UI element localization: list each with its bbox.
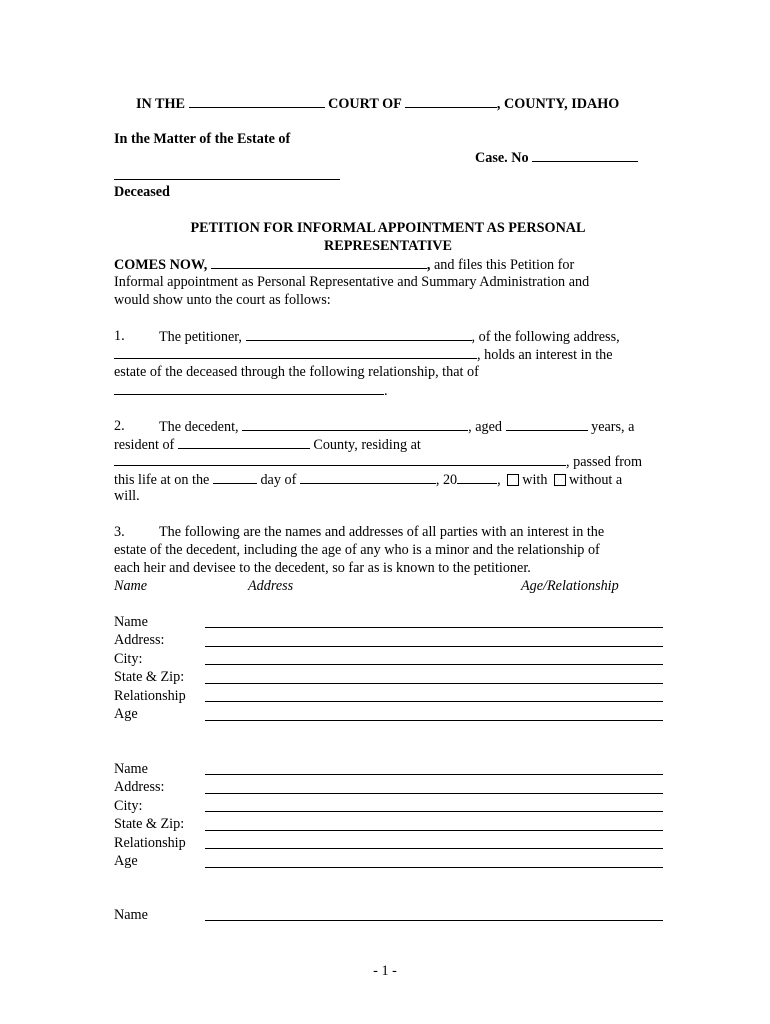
party2-label-name: Name (114, 761, 148, 777)
intro-line1 (114, 255, 574, 274)
header-county-idaho: , COUNTY, IDAHO (496, 96, 620, 112)
p2-without-a: without a (569, 472, 623, 488)
party1-label-address: Address: (114, 632, 165, 648)
p1-line2 (114, 345, 613, 364)
party1-label-age: Age (114, 706, 138, 722)
party1-age-field[interactable] (205, 720, 663, 721)
party2-age-field[interactable] (205, 867, 663, 868)
p2-comma: , (497, 472, 501, 488)
col-header-address: Address (248, 578, 294, 594)
court-header (136, 94, 619, 113)
p1-petitioner-blank[interactable] (246, 327, 472, 341)
p2-line3 (114, 452, 642, 471)
party2-label-city: City: (114, 798, 143, 814)
p1-text-address: , of the following address, (471, 329, 620, 345)
page-number: - 1 - (373, 963, 397, 979)
with-will-checkbox[interactable] (507, 474, 519, 486)
header-court-of: COURT OF (328, 96, 402, 112)
court-name-blank[interactable] (189, 94, 325, 108)
case-number-line (475, 148, 638, 167)
party1-name-field[interactable] (205, 627, 663, 628)
party1-address-field[interactable] (205, 646, 663, 647)
p2-passed-from: , passed from (566, 454, 643, 470)
p2-age-blank[interactable] (506, 417, 588, 431)
party1-label-city: City: (114, 651, 143, 667)
p2-this-life: this life at on the (114, 472, 210, 488)
p3-number: 3. (114, 524, 125, 540)
p1-line4 (114, 381, 388, 400)
party1-state-zip-field[interactable] (205, 683, 663, 684)
case-no-label: Case. No (475, 150, 529, 166)
intro-line3: would show unto the court as follows: (114, 292, 331, 308)
p3-line3: each heir and devisee to the decedent, so far as is known to the petitioner. (114, 560, 531, 576)
case-number-blank[interactable] (532, 148, 638, 162)
p2-text-decedent: The decedent, (159, 419, 239, 435)
party1-label-relationship: Relationship (114, 688, 186, 704)
party3-label-name: Name (114, 907, 148, 923)
party2-state-zip-field[interactable] (205, 830, 663, 831)
petition-title-line2: REPRESENTATIVE (324, 238, 452, 254)
party2-label-age: Age (114, 853, 138, 869)
p1-address-blank[interactable] (114, 345, 477, 359)
party2-relationship-field[interactable] (205, 848, 663, 849)
p1-period: . (384, 383, 388, 399)
matter-of-estate: In the Matter of the Estate of (114, 131, 291, 147)
p2-resident-of: resident of (114, 437, 175, 453)
party2-name-field[interactable] (205, 774, 663, 775)
p1-text-petitioner: The petitioner, (159, 329, 242, 345)
p1-number: 1. (114, 328, 125, 344)
petition-title-line1: PETITION FOR INFORMAL APPOINTMENT AS PERSONAL (190, 220, 586, 236)
p2-with: with (522, 472, 548, 488)
petitioner-name-blank[interactable] (211, 255, 427, 269)
p2-comma-20: , 20 (435, 472, 458, 488)
p2-county-blank[interactable] (178, 435, 310, 449)
p2-number: 2. (114, 418, 125, 434)
p1-relationship-blank[interactable] (114, 381, 384, 395)
header-in-the: IN THE (136, 96, 186, 112)
party2-label-state-zip: State & Zip: (114, 816, 185, 832)
p2-county-residing: County, residing at (313, 437, 421, 453)
intro-line2: Informal appointment as Personal Representative and Summary Administration and (114, 274, 590, 290)
p2-text-aged: , aged (468, 419, 502, 435)
party1-label-name: Name (114, 614, 148, 630)
p2-decedent-blank[interactable] (242, 417, 468, 431)
p3-line1: The following are the names and addresses of all parties with an interest in the (159, 524, 605, 540)
deceased-label: Deceased (114, 184, 170, 200)
intro-comma: , (426, 257, 431, 273)
p2-residence-blank[interactable] (114, 452, 566, 466)
p2-month-blank[interactable] (300, 470, 436, 484)
intro-rest: and files this Petition for (430, 257, 575, 273)
p2-day-blank[interactable] (213, 470, 257, 484)
decedent-name-blank[interactable] (114, 179, 340, 180)
party1-city-field[interactable] (205, 664, 663, 665)
p2-will: will. (114, 488, 140, 504)
comes-now: COMES NOW, (114, 257, 208, 273)
p1-text-interest: , holds an interest in the (477, 347, 613, 363)
p1-line1 (159, 327, 620, 346)
county-name-blank[interactable] (405, 94, 497, 108)
party3-name-field[interactable] (205, 920, 663, 921)
party2-label-address: Address: (114, 779, 165, 795)
p2-text-years: years, a (591, 419, 635, 435)
party2-label-relationship: Relationship (114, 835, 186, 851)
p2-day-of: day of (260, 472, 297, 488)
p2-year-blank[interactable] (457, 470, 497, 484)
col-header-age-relationship: Age/Relationship (521, 578, 619, 594)
without-will-checkbox[interactable] (554, 474, 566, 486)
party2-city-field[interactable] (205, 811, 663, 812)
p1-line3: estate of the deceased through the following relationship, that of (114, 364, 479, 380)
party1-relationship-field[interactable] (205, 701, 663, 702)
party1-label-state-zip: State & Zip: (114, 669, 185, 685)
col-header-name: Name (114, 578, 148, 594)
party2-address-field[interactable] (205, 793, 663, 794)
p3-line2: estate of the decedent, including the age of any who is a minor and the relationship of (114, 542, 600, 558)
p2-line4 (114, 470, 622, 489)
p2-line1 (159, 417, 634, 436)
